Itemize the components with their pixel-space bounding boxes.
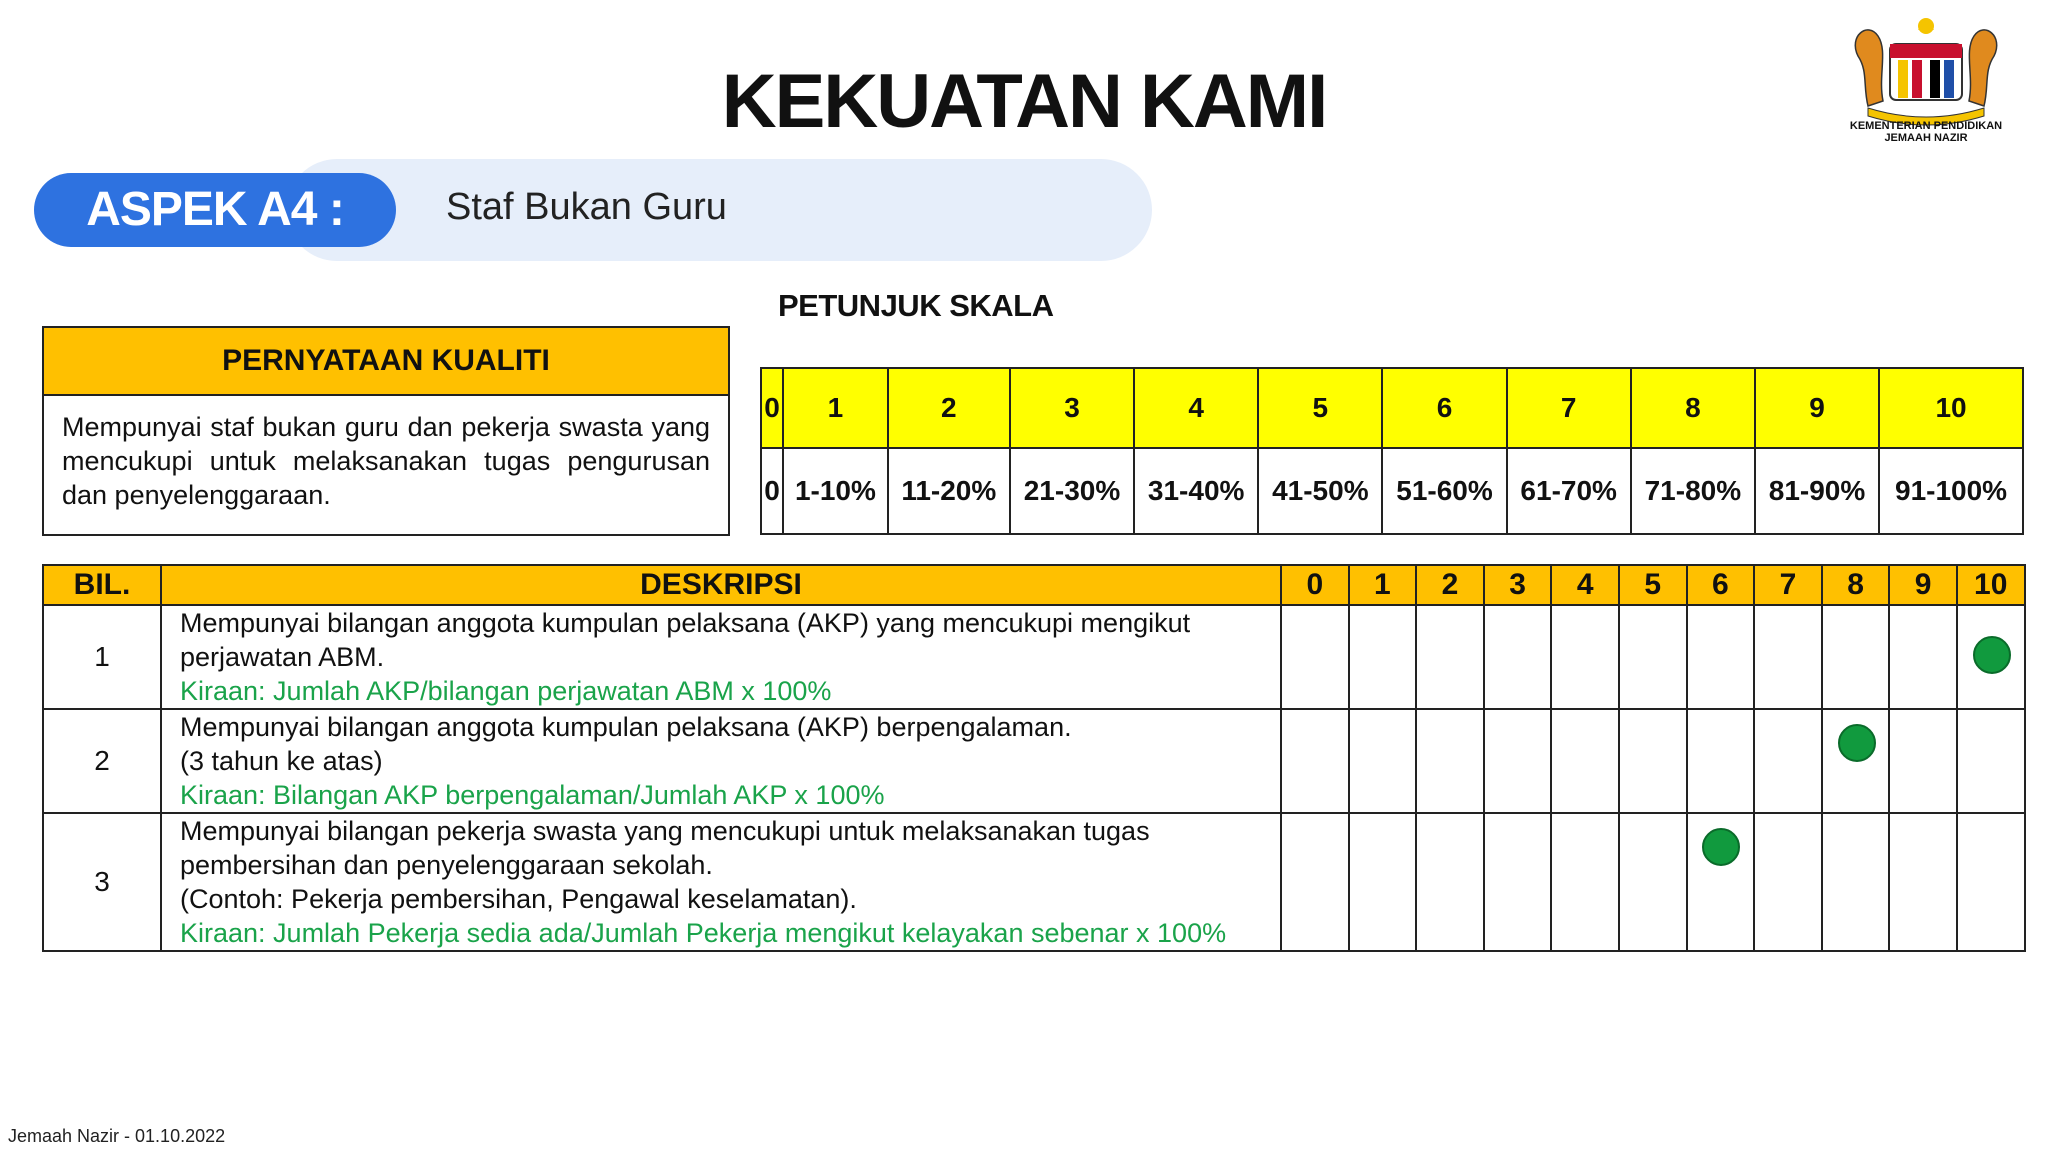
table-row (43, 813, 2025, 951)
score-cell-9 (1889, 813, 1957, 951)
scale-range-8: 71-80% (1631, 448, 1755, 534)
scale-range-9: 81-90% (1755, 448, 1879, 534)
scale-range-2: 11-20% (888, 448, 1010, 534)
score-cell-4 (1551, 709, 1619, 813)
score-cell-0 (1281, 709, 1349, 813)
quality-statement-box (42, 326, 730, 536)
score-cell-3 (1484, 709, 1552, 813)
score-cell-6 (1687, 813, 1755, 951)
score-cell-5 (1619, 813, 1687, 951)
scale-level-2: 2 (888, 368, 1010, 448)
calculation-formula: Kiraan: Jumlah AKP/bilangan perjawatan ABM x 100% (180, 676, 832, 706)
score-cell-5 (1619, 605, 1687, 709)
score-cell-8 (1822, 709, 1890, 813)
scale-level-7: 7 (1507, 368, 1631, 448)
score-cell-9 (1889, 709, 1957, 813)
table-row (43, 709, 2025, 813)
column-header-score-7: 7 (1754, 565, 1822, 605)
score-cell-7 (1754, 605, 1822, 709)
ministry-caption: KEMENTERIAN PENDIDIKAN JEMAAH NAZIR (1849, 120, 2003, 144)
score-cell-10 (1957, 813, 2025, 951)
scale-range-7: 61-70% (1507, 448, 1631, 534)
column-header-score-3: 3 (1484, 565, 1552, 605)
row-number: 3 (43, 813, 161, 951)
description-line: Mempunyai bilangan pekerja swasta yang mencukupi untuk melaksanakan tugas pembersihan dan penyelenggaraan sekolah. (180, 816, 1150, 880)
scale-table (760, 367, 2024, 535)
column-header-score-0: 0 (1281, 565, 1349, 605)
scale-range-10: 91-100% (1879, 448, 2023, 534)
row-description (161, 605, 1281, 709)
row-description (161, 709, 1281, 813)
scale-guide-label: PETUNJUK SKALA (778, 288, 1054, 323)
score-cell-1 (1349, 813, 1417, 951)
aspek-name: Staf Bukan Guru (446, 186, 727, 228)
score-cell-1 (1349, 605, 1417, 709)
score-marker-dot (1973, 636, 2011, 674)
scale-level-6: 6 (1382, 368, 1506, 448)
footer-credit: Jemaah Nazir - 01.10.2022 (8, 1126, 226, 1146)
column-header-score-10: 10 (1957, 565, 2025, 605)
description-line: Mempunyai bilangan anggota kumpulan pelaksana (AKP) berpengalaman. (180, 712, 1072, 742)
column-header-score-9: 9 (1889, 565, 1957, 605)
row-description (161, 813, 1281, 951)
scale-level-8: 8 (1631, 368, 1755, 448)
calculation-formula: Kiraan: Jumlah Pekerja sedia ada/Jumlah Pekerja mengikut kelayakan sebenar x 100% (180, 918, 1227, 948)
scale-level-5: 5 (1258, 368, 1382, 448)
score-cell-10 (1957, 709, 2025, 813)
description-line: (Contoh: Pekerja pembersihan, Pengawal keselamatan). (180, 884, 857, 914)
column-header-deskripsi: DESKRIPSI (161, 565, 1281, 605)
score-cell-8 (1822, 813, 1890, 951)
scale-level-0: 0 (761, 368, 783, 448)
score-cell-1 (1349, 709, 1417, 813)
aspek-badge: ASPEK A4 : (34, 173, 396, 247)
scale-range-4: 31-40% (1134, 448, 1258, 534)
scale-level-4: 4 (1134, 368, 1258, 448)
score-cell-9 (1889, 605, 1957, 709)
scale-range-6: 51-60% (1382, 448, 1506, 534)
scale-range-0: 0 (761, 448, 783, 534)
score-cell-0 (1281, 813, 1349, 951)
score-cell-8 (1822, 605, 1890, 709)
page-title: KEKUATAN KAMI (721, 59, 1327, 144)
column-header-score-1: 1 (1349, 565, 1417, 605)
score-cell-6 (1687, 605, 1755, 709)
score-cell-6 (1687, 709, 1755, 813)
description-line: (3 tahun ke atas) (180, 746, 383, 776)
score-cell-2 (1416, 605, 1484, 709)
column-header-score-8: 8 (1822, 565, 1890, 605)
row-number: 1 (43, 605, 161, 709)
scale-level-10: 10 (1879, 368, 2023, 448)
score-cell-4 (1551, 813, 1619, 951)
scale-level-3: 3 (1010, 368, 1134, 448)
score-marker-dot (1702, 828, 1740, 866)
score-cell-2 (1416, 813, 1484, 951)
row-number: 2 (43, 709, 161, 813)
column-header-score-4: 4 (1551, 565, 1619, 605)
score-cell-4 (1551, 605, 1619, 709)
scale-range-5: 41-50% (1258, 448, 1382, 534)
calculation-formula: Kiraan: Bilangan AKP berpengalaman/Jumlah AKP x 100% (180, 780, 885, 810)
score-cell-3 (1484, 813, 1552, 951)
description-table (42, 564, 2026, 952)
quality-statement-heading: PERNYATAAN KUALITI (44, 328, 728, 396)
score-cell-0 (1281, 605, 1349, 709)
column-header-score-5: 5 (1619, 565, 1687, 605)
score-cell-5 (1619, 709, 1687, 813)
scale-level-9: 9 (1755, 368, 1879, 448)
column-header-bil: BIL. (43, 565, 161, 605)
score-marker-dot (1838, 724, 1876, 762)
table-row (43, 605, 2025, 709)
column-header-score-6: 6 (1687, 565, 1755, 605)
score-cell-2 (1416, 709, 1484, 813)
scale-level-1: 1 (783, 368, 888, 448)
quality-statement-text: Mempunyai staf bukan guru dan pekerja swasta yang mencukupi untuk melaksanakan tugas pengurusan dan penyelenggaraan. (62, 412, 710, 510)
description-line: Mempunyai bilangan anggota kumpulan pelaksana (AKP) yang mencukupi mengikut perjawatan ABM. (180, 608, 1191, 672)
scale-range-1: 1-10% (783, 448, 888, 534)
score-cell-3 (1484, 605, 1552, 709)
score-cell-7 (1754, 709, 1822, 813)
scale-range-3: 21-30% (1010, 448, 1134, 534)
score-cell-10 (1957, 605, 2025, 709)
score-cell-7 (1754, 813, 1822, 951)
column-header-score-2: 2 (1416, 565, 1484, 605)
